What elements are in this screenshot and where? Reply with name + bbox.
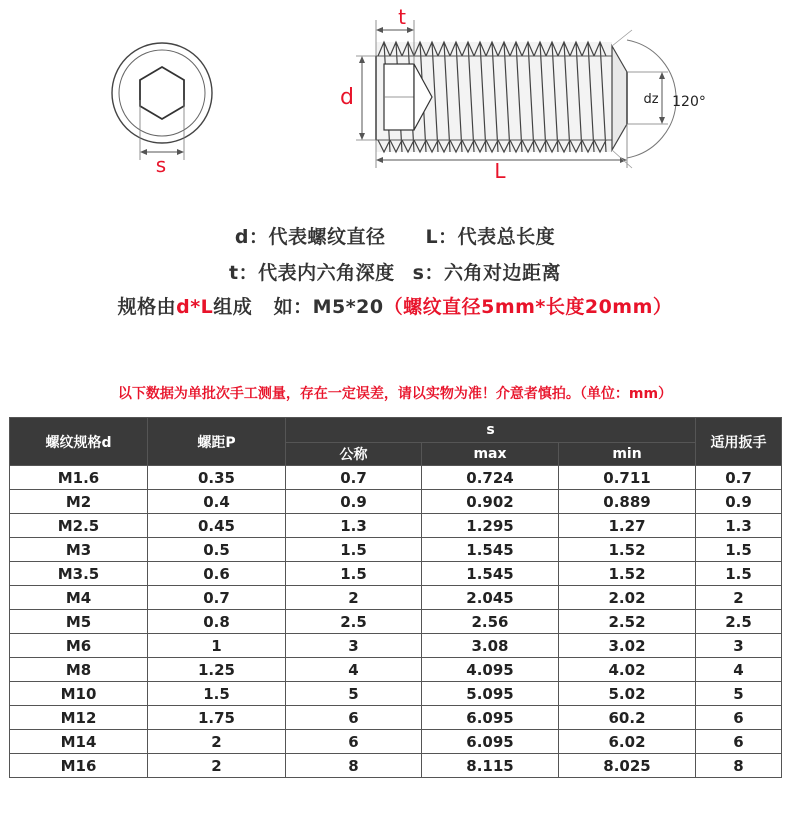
cell-thread: M16	[10, 754, 148, 778]
table-row	[10, 706, 782, 730]
cell-max: 0.724	[422, 466, 559, 490]
cell-thread: M2	[10, 490, 148, 514]
cell-pitch: 0.8	[148, 610, 286, 634]
set-screw-diagram	[0, 0, 790, 200]
cell-min: 60.2	[559, 706, 696, 730]
header-nominal: 公称	[286, 443, 422, 466]
cell-pitch: 0.6	[148, 562, 286, 586]
cell-pitch: 2	[148, 754, 286, 778]
cell-nominal: 4	[286, 658, 422, 682]
cell-nominal: 2	[286, 586, 422, 610]
table-row	[10, 586, 782, 610]
cell-pitch: 0.35	[148, 466, 286, 490]
spec-table-body	[10, 466, 782, 778]
cell-min: 0.711	[559, 466, 696, 490]
table-row	[10, 610, 782, 634]
cell-max: 8.115	[422, 754, 559, 778]
cell-nominal: 1.5	[286, 538, 422, 562]
legend-s: s：六角对边距离	[412, 262, 561, 284]
cell-pitch: 2	[148, 730, 286, 754]
table-row	[10, 682, 782, 706]
cell-min: 8.025	[559, 754, 696, 778]
cell-thread: M5	[10, 610, 148, 634]
cell-max: 5.095	[422, 682, 559, 706]
table-row	[10, 730, 782, 754]
cell-thread: M1.6	[10, 466, 148, 490]
header-thread: 螺纹规格d	[10, 418, 148, 466]
header-pitch: 螺距P	[148, 418, 286, 466]
cell-max: 4.095	[422, 658, 559, 682]
cell-thread: M10	[10, 682, 148, 706]
cell-wrench: 2.5	[696, 610, 782, 634]
cell-nominal: 8	[286, 754, 422, 778]
cell-pitch: 1	[148, 634, 286, 658]
table-row	[10, 658, 782, 682]
cell-nominal: 6	[286, 706, 422, 730]
cell-wrench: 1.5	[696, 562, 782, 586]
table-row	[10, 490, 782, 514]
cell-max: 2.045	[422, 586, 559, 610]
cell-pitch: 1.75	[148, 706, 286, 730]
cell-nominal: 2.5	[286, 610, 422, 634]
cell-thread: M6	[10, 634, 148, 658]
cell-wrench: 3	[696, 634, 782, 658]
cell-thread: M2.5	[10, 514, 148, 538]
legend-L: L：代表总长度	[425, 226, 556, 248]
cell-pitch: 1.5	[148, 682, 286, 706]
cell-nominal: 5	[286, 682, 422, 706]
cell-wrench: 5	[696, 682, 782, 706]
cell-min: 4.02	[559, 658, 696, 682]
measurement-notice: 以下数据为单批次手工测量，存在一定误差，请以实物为准！介意者慎拍。（单位：mm）	[117, 386, 673, 402]
cell-max: 6.095	[422, 706, 559, 730]
cell-min: 5.02	[559, 682, 696, 706]
header-s: s	[286, 418, 696, 443]
cell-pitch: 1.25	[148, 658, 286, 682]
legend-line-1	[0, 222, 790, 249]
cell-thread: M3	[10, 538, 148, 562]
cell-nominal: 6	[286, 730, 422, 754]
label-dz: dz	[643, 92, 659, 107]
legend-line-3	[0, 292, 790, 319]
cell-wrench: 0.7	[696, 466, 782, 490]
side-view	[356, 20, 676, 168]
table-row	[10, 562, 782, 586]
cell-thread: M14	[10, 730, 148, 754]
cell-wrench: 6	[696, 730, 782, 754]
cell-max: 1.545	[422, 538, 559, 562]
header-wrench: 适用扳手	[696, 418, 782, 466]
spec-table	[9, 417, 782, 778]
table-row	[10, 634, 782, 658]
cell-min: 1.27	[559, 514, 696, 538]
cell-min: 0.889	[559, 490, 696, 514]
table-row	[10, 514, 782, 538]
cell-wrench: 0.9	[696, 490, 782, 514]
cell-thread: M3.5	[10, 562, 148, 586]
cell-wrench: 2	[696, 586, 782, 610]
cell-nominal: 0.7	[286, 466, 422, 490]
cell-pitch: 0.45	[148, 514, 286, 538]
cell-min: 1.52	[559, 562, 696, 586]
cell-max: 1.295	[422, 514, 559, 538]
end-view	[112, 43, 212, 160]
cell-pitch: 0.7	[148, 586, 286, 610]
cell-wrench: 6	[696, 706, 782, 730]
label-t: t	[398, 5, 406, 29]
legend-line-2	[0, 258, 790, 285]
cell-nominal: 3	[286, 634, 422, 658]
cell-min: 3.02	[559, 634, 696, 658]
cell-nominal: 0.9	[286, 490, 422, 514]
cell-max: 0.902	[422, 490, 559, 514]
label-L: L	[494, 159, 506, 183]
table-row	[10, 754, 782, 778]
cell-pitch: 0.4	[148, 490, 286, 514]
cell-min: 2.02	[559, 586, 696, 610]
cell-wrench: 1.5	[696, 538, 782, 562]
label-s: s	[155, 153, 167, 177]
cell-max: 6.095	[422, 730, 559, 754]
cell-nominal: 1.5	[286, 562, 422, 586]
cell-min: 6.02	[559, 730, 696, 754]
cell-min: 1.52	[559, 538, 696, 562]
cell-pitch: 0.5	[148, 538, 286, 562]
cell-min: 2.52	[559, 610, 696, 634]
legend-spec-dl: d*L	[176, 296, 214, 318]
table-row	[10, 466, 782, 490]
cell-wrench: 4	[696, 658, 782, 682]
label-d: d	[340, 85, 354, 110]
cell-thread: M12	[10, 706, 148, 730]
header-min: min	[559, 443, 696, 466]
cell-wrench: 1.3	[696, 514, 782, 538]
legend-spec-example: 组成 如：M5*20	[213, 296, 384, 318]
cell-max: 3.08	[422, 634, 559, 658]
cell-thread: M4	[10, 586, 148, 610]
cell-thread: M8	[10, 658, 148, 682]
cell-nominal: 1.3	[286, 514, 422, 538]
table-row	[10, 538, 782, 562]
legend-spec-explanation: （螺纹直径5mm*长度20mm）	[383, 296, 673, 318]
header-max: max	[422, 443, 559, 466]
legend-t: t：代表内六角深度	[229, 262, 395, 284]
cell-max: 2.56	[422, 610, 559, 634]
legend-d: d：代表螺纹直径	[234, 226, 386, 248]
legend-spec-prefix: 规格由	[117, 296, 177, 318]
cell-max: 1.545	[422, 562, 559, 586]
label-angle: 120°	[672, 94, 706, 110]
cell-wrench: 8	[696, 754, 782, 778]
